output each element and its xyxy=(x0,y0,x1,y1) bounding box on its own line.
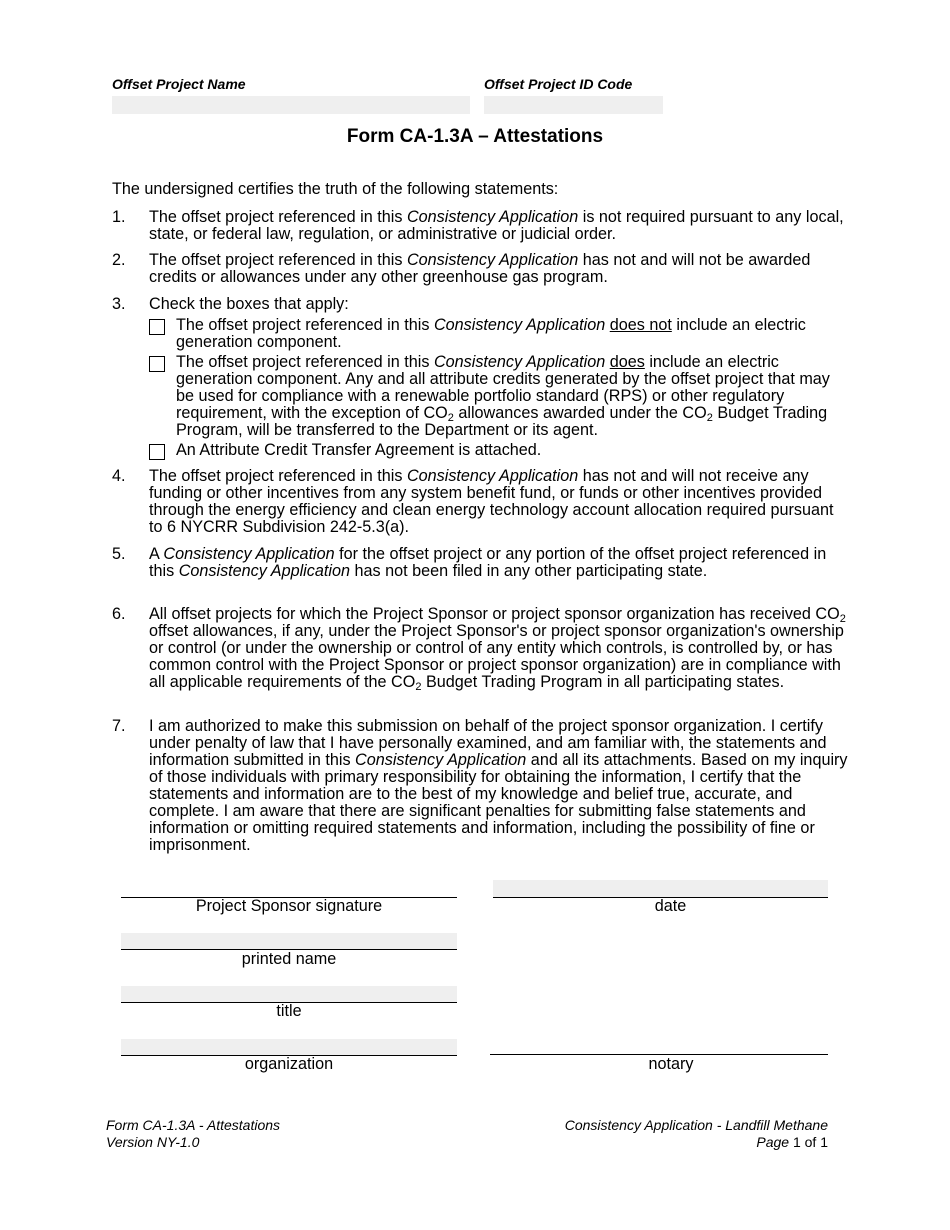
date-label: date xyxy=(654,897,687,915)
item-5-text: A Consistency Application for the offset project or any portion of the offset project referenced in this Consistency Application has not been filed in any other participating state. xyxy=(149,545,827,580)
title-field[interactable] xyxy=(121,986,457,1002)
checkbox-2-label: The offset project referenced in this Consistency Application does include an electric generation component. Any and all attribute credits generated by the offset project that may be used for compliance with a renewable portfolio standard (RPS) or other regulatory requirement, with the exception of $CO_2$ allowances awarded under the $CO_2$ Budget Trading Program, will be transferred to the Department or its agent. xyxy=(176,353,830,439)
item-2-text: The offset project referenced in this Consistency Application has not and will not be awarded credits or allowances under any other greenhouse gas program. xyxy=(149,251,811,286)
item-7-text: I am authorized to make this submission on behalf of the project sponsor organization. I certify under penalty of law that I have personally examined, and am familiar with, the statements and information submitted in this Consistency Application and all its attachments. Based on my inquiry of those individuals with primary responsibility for obtaining the information, I certify that the statements and information are to the best of my knowledge and belief true, accurate, and complete. I am aware that there are significant penalties for submitting false statements and information or omitting required statements and information, including the possibility of fine or imprisonment. xyxy=(149,717,848,854)
printed-name-field[interactable] xyxy=(121,933,457,949)
footer-form-name: Form CA-1.3A - Attestations xyxy=(106,1117,281,1133)
title-label: title xyxy=(276,1002,302,1020)
item-number: 4. xyxy=(112,467,126,485)
checkbox-electric-generation[interactable] xyxy=(149,356,165,372)
item-6-text: All offset projects for which the Project Sponsor or project sponsor organization has received $CO_2$ offset allowances, if any, under the Project Sponsor's or project sponsor organization's ownership or control (or under the ownership or control of any entity which controls, is controlled by, or has common control with the Project Sponsor or project sponsor organization) are in compliance with all applicable requirements of the $CO_2$ Budget Trading Program in all participating states. xyxy=(149,605,846,693)
item-number: 7. xyxy=(112,717,126,735)
intro-text: The undersigned certifies the truth of the following statements: xyxy=(112,180,559,198)
project-name-label: Offset Project Name xyxy=(112,76,246,92)
checkbox-attribute-credit-agreement[interactable] xyxy=(149,444,165,460)
item-number: 3. xyxy=(112,295,126,313)
sponsor-signature-label: Project Sponsor signature xyxy=(195,897,383,915)
project-name-field[interactable] xyxy=(112,96,470,114)
organization-field[interactable] xyxy=(121,1039,457,1055)
footer-right xyxy=(565,1117,828,1151)
footer-application-type: Consistency Application - Landfill Methane xyxy=(564,1117,828,1133)
project-id-field[interactable] xyxy=(484,96,663,114)
item-3-text: Check the boxes that apply: xyxy=(149,295,349,313)
item-number: 5. xyxy=(112,545,126,563)
checkbox-1-label: The offset project referenced in this Consistency Application does not include an electric generation component. xyxy=(176,316,806,351)
footer-page-number: Page 1 of 1 xyxy=(756,1134,828,1150)
notary-label: notary xyxy=(648,1055,694,1073)
item-4-text: The offset project referenced in this Consistency Application has not and will not receive any funding or other incentives from any system benefit fund, or funds or other incentives provided through the energy efficiency and clean energy technology account allocation required pursuant to 6 NYCRR Subdivision 242-5.3(a). xyxy=(149,467,834,536)
checkbox-no-electric-generation[interactable] xyxy=(149,319,165,335)
checkbox-3-label: An Attribute Credit Transfer Agreement is attached. xyxy=(176,441,542,459)
date-field[interactable] xyxy=(493,880,828,897)
item-number: 1. xyxy=(112,208,126,226)
form-title: Form CA-1.3A – Attestations xyxy=(346,126,604,147)
footer-left xyxy=(106,1117,280,1151)
item-number: 2. xyxy=(112,251,126,269)
footer-version: Version NY-1.0 xyxy=(106,1134,200,1150)
printed-name-label: printed name xyxy=(241,950,337,968)
project-id-label: Offset Project ID Code xyxy=(484,76,633,92)
item-1-text: The offset project referenced in this Consistency Application is not required pursuant to any local, state, or federal law, regulation, or administrative or judicial order. xyxy=(149,208,844,243)
item-number: 6. xyxy=(112,605,126,623)
organization-label: organization xyxy=(244,1055,334,1073)
